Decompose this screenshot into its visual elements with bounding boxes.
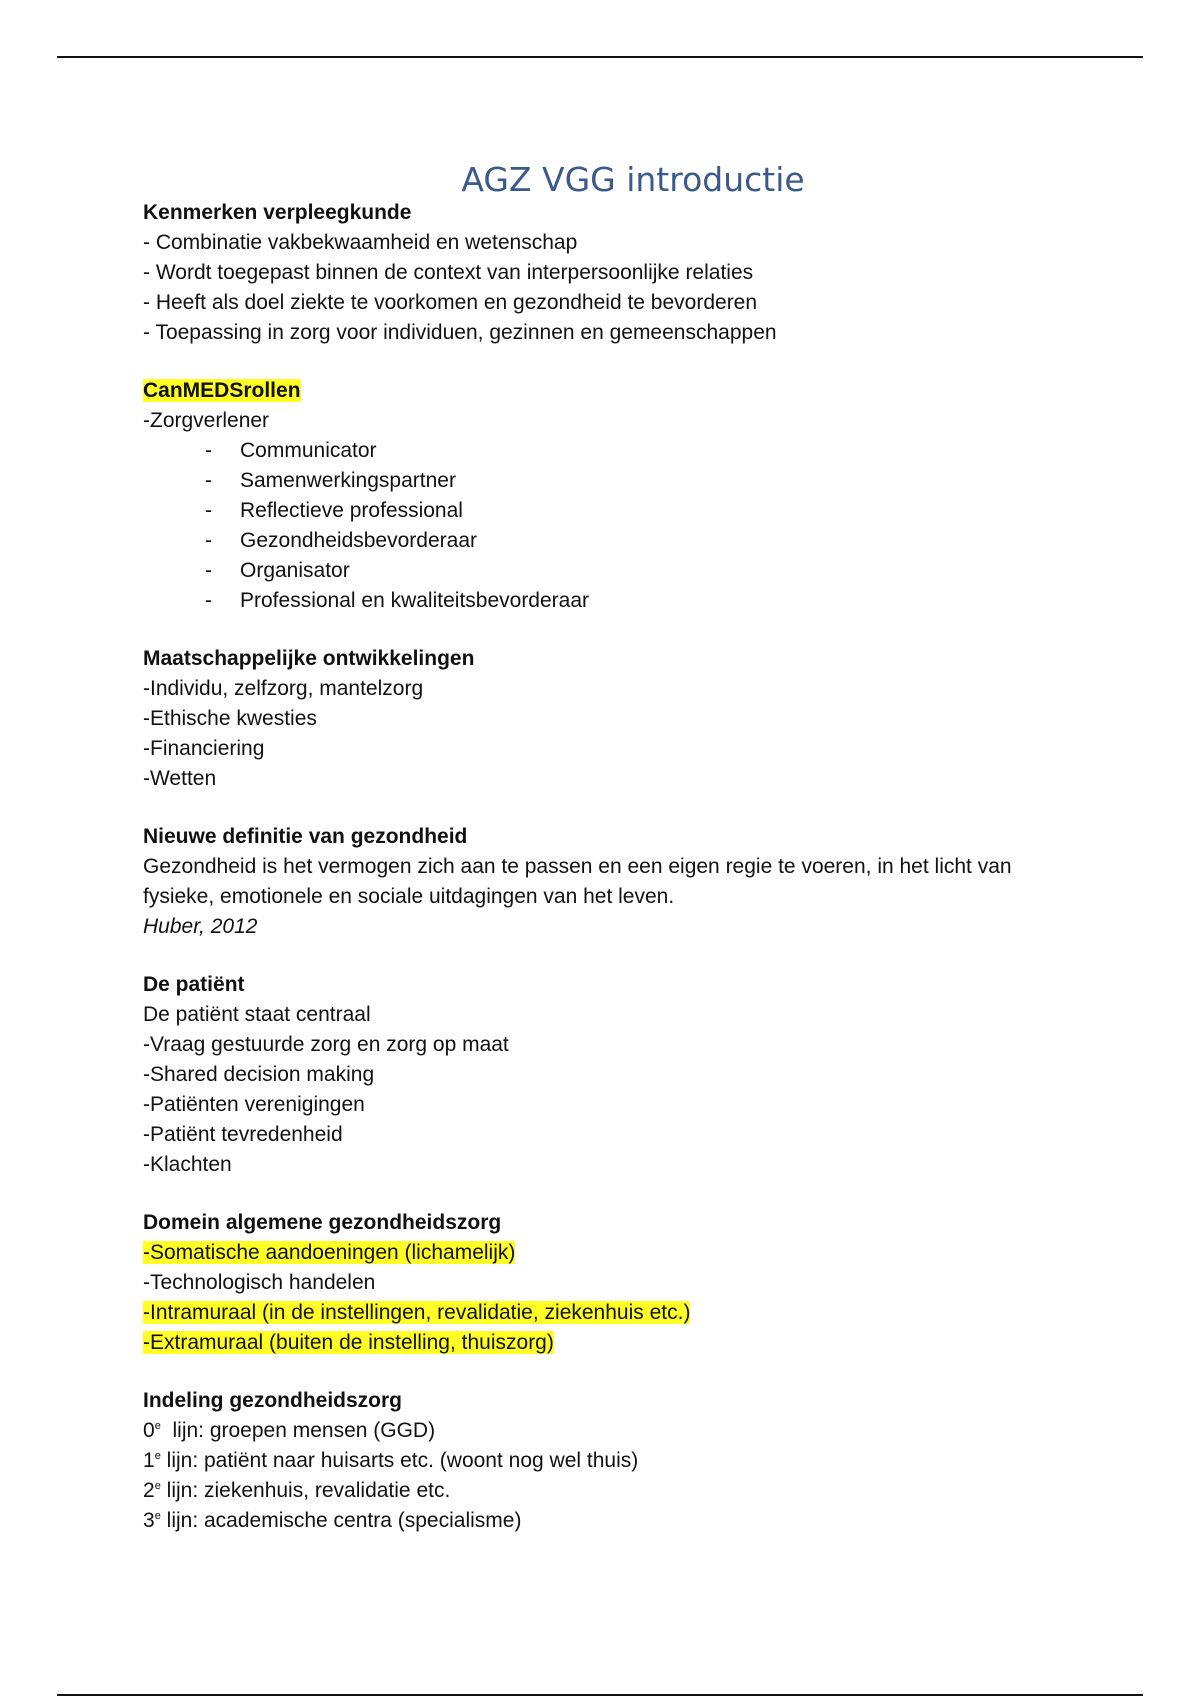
list-item: - Heeft als doel ziekte te voorkomen en gezondheid te bevorderen <box>143 291 758 314</box>
sub-list-item: - Communicator <box>143 436 1063 466</box>
list-item: 1e lijn: patiënt naar huisarts etc. (woont nog wel thuis) <box>143 1449 639 1472</box>
list-item: De patiënt staat centraal <box>143 1003 371 1026</box>
sub-list-item: - Gezondheidsbevorderaar <box>143 526 1063 556</box>
list-item: -Patiënt tevredenheid <box>143 1123 343 1146</box>
footer-rule <box>57 1694 1143 1696</box>
definition-text: Gezondheid is het vermogen zich aan te passen en een eigen regie te voeren, in het licht van fysieke, emotionele en sociale uitdagingen van het leven. <box>143 855 1012 908</box>
list-item: -Financiering <box>143 737 265 760</box>
list-item: -Patiënten verenigingen <box>143 1093 365 1116</box>
list-item: -Wetten <box>143 767 217 790</box>
sub-list-item: - Organisator <box>143 556 1063 586</box>
list-item: -Individu, zelfzorg, mantelzorg <box>143 677 424 700</box>
list-item: -Zorgverlener <box>143 409 270 432</box>
list-item: - Toepassing in zorg voor individuen, gezinnen en gemeenschappen <box>143 321 777 344</box>
list-item: 3e lijn: academische centra (specialisme) <box>143 1509 522 1532</box>
section-heading-indeling: Indeling gezondheidszorg <box>143 1389 402 1412</box>
citation: Huber, 2012 <box>143 915 258 938</box>
sub-list-item: - Professional en kwaliteitsbevorderaar <box>143 586 1063 616</box>
list-item: - Combinatie vakbekwaamheid en wetenschap <box>143 231 578 254</box>
sub-list-item: - Reflectieve professional <box>143 496 1063 526</box>
sub-list-item: - Samenwerkingspartner <box>143 466 1063 496</box>
highlighted-item: -Extramuraal (buiten de instelling, thuiszorg) <box>143 1331 554 1354</box>
section-heading-definitie: Nieuwe definitie van gezondheid <box>143 825 468 848</box>
highlighted-item: -Somatische aandoeningen (lichamelijk) <box>143 1241 516 1264</box>
section-heading-patient: De patiënt <box>143 973 245 996</box>
section-heading-domein: Domein algemene gezondheidszorg <box>143 1211 502 1234</box>
section-heading-canmeds: CanMEDSrollen <box>143 379 301 402</box>
list-item: -Shared decision making <box>143 1063 375 1086</box>
list-item: - Wordt toegepast binnen de context van interpersoonlijke relaties <box>143 261 754 284</box>
list-item: -Technologisch handelen <box>143 1271 376 1294</box>
list-item: -Klachten <box>143 1153 232 1176</box>
document-title: AGZ VGG introductie <box>461 160 805 199</box>
header-rule <box>57 56 1143 58</box>
document-body <box>143 160 1063 1536</box>
list-item: 0e lijn: groepen mensen (GGD) <box>143 1419 436 1442</box>
list-item: -Vraag gestuurde zorg en zorg op maat <box>143 1033 509 1056</box>
section-heading-kenmerken: Kenmerken verpleegkunde <box>143 201 412 224</box>
list-item: -Ethische kwesties <box>143 707 317 730</box>
section-heading-maatschappelijk: Maatschappelijke ontwikkelingen <box>143 647 475 670</box>
list-item: 2e lijn: ziekenhuis, revalidatie etc. <box>143 1479 451 1502</box>
highlighted-item: -Intramuraal (in de instellingen, revalidatie, ziekenhuis etc.) <box>143 1301 691 1324</box>
